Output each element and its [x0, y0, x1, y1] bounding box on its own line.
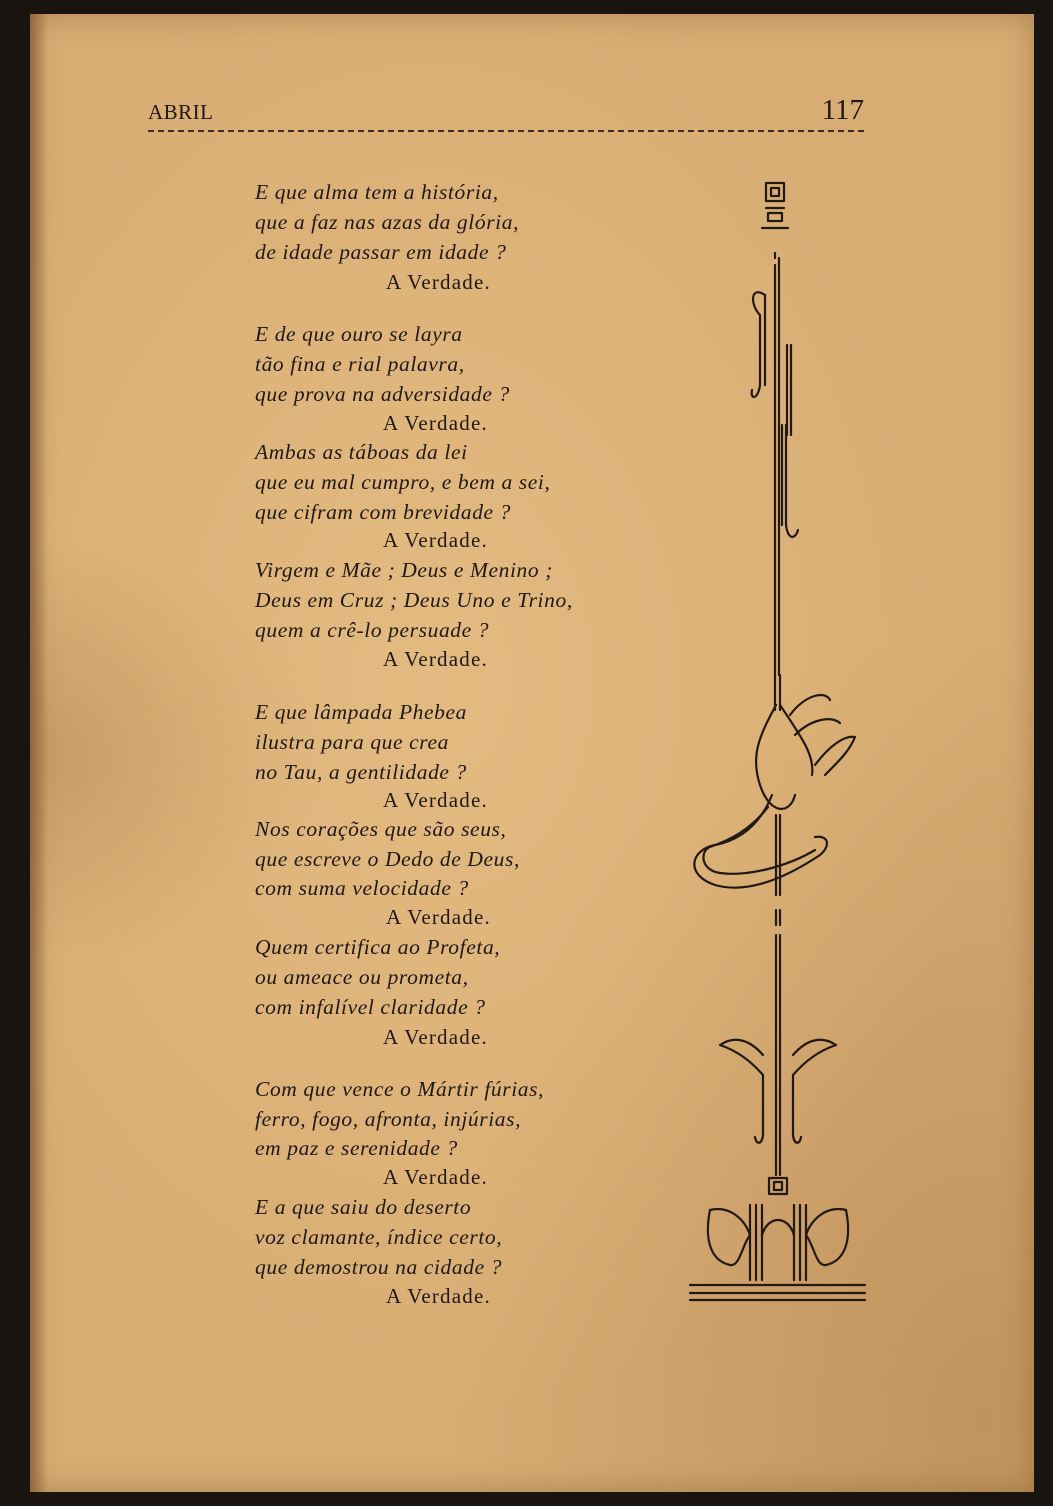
refrain: A Verdade. — [386, 905, 491, 929]
page-gutter — [30, 14, 48, 1492]
refrain: A Verdade. — [383, 411, 488, 435]
refrain: A Verdade. — [383, 528, 488, 552]
poem-line: ferro, fogo, afronta, injúrias, — [255, 1107, 522, 1131]
poem-line: E de que ouro se layra — [255, 322, 463, 346]
poem-line: que prova na adversidade ? — [255, 382, 510, 406]
refrain: A Verdade. — [383, 647, 488, 671]
poem-line: no Tau, a gentilidade ? — [255, 760, 467, 784]
poem-line: E que lâmpada Phebea — [255, 700, 468, 724]
poem-line: E a que saiu do deserto — [255, 1195, 472, 1219]
refrain: A Verdade. — [383, 1165, 488, 1189]
poem-line: ou ameace ou prometa, — [255, 965, 469, 989]
poem-line: com suma velocidade ? — [255, 876, 469, 900]
poem-line: que escreve o Dedo de Deus, — [255, 847, 520, 871]
poem-line: voz clamante, índice certo, — [255, 1225, 503, 1249]
refrain: A Verdade. — [386, 270, 491, 294]
poem-line: que demostrou na cidade ? — [255, 1255, 503, 1279]
refrain: A Verdade. — [383, 1025, 488, 1049]
poem-line: Com que vence o Mártir fúrias, — [255, 1077, 545, 1101]
book-page — [30, 14, 1034, 1492]
poem-line: com infalível claridade ? — [255, 995, 486, 1019]
poem-line: Virgem e Mãe ; Deus e Menino ; — [255, 558, 553, 582]
poem-line: que cifram com brevidade ? — [255, 500, 512, 524]
poem-line: de idade passar em idade ? — [255, 240, 507, 264]
art-nouveau-floral-border-icon — [680, 175, 880, 1315]
poem-line: em paz e serenidade ? — [255, 1136, 458, 1160]
poem-line: tão fina e rial palavra, — [255, 352, 465, 376]
poem-line: Nos corações que são seus, — [255, 817, 507, 841]
poem-line: ilustra para que crea — [255, 730, 449, 754]
refrain: A Verdade. — [386, 1284, 491, 1308]
poem-line: que a faz nas azas da glória, — [255, 210, 520, 234]
refrain: A Verdade. — [383, 788, 488, 812]
poem-line: Quem certifica ao Profeta, — [255, 935, 501, 959]
header-rule — [148, 130, 864, 132]
poem-line: que eu mal cumpro, e bem a sei, — [255, 470, 551, 494]
poem-line: Ambas as táboas da lei — [255, 440, 468, 464]
running-head — [148, 94, 864, 130]
page-number: 117 — [821, 94, 864, 126]
running-title: ABRIL — [148, 100, 214, 124]
poem-line: quem a crê-lo persuade ? — [255, 618, 490, 642]
poem-line: Deus em Cruz ; Deus Uno e Trino, — [255, 588, 573, 612]
poem-line: E que alma tem a história, — [255, 180, 499, 204]
